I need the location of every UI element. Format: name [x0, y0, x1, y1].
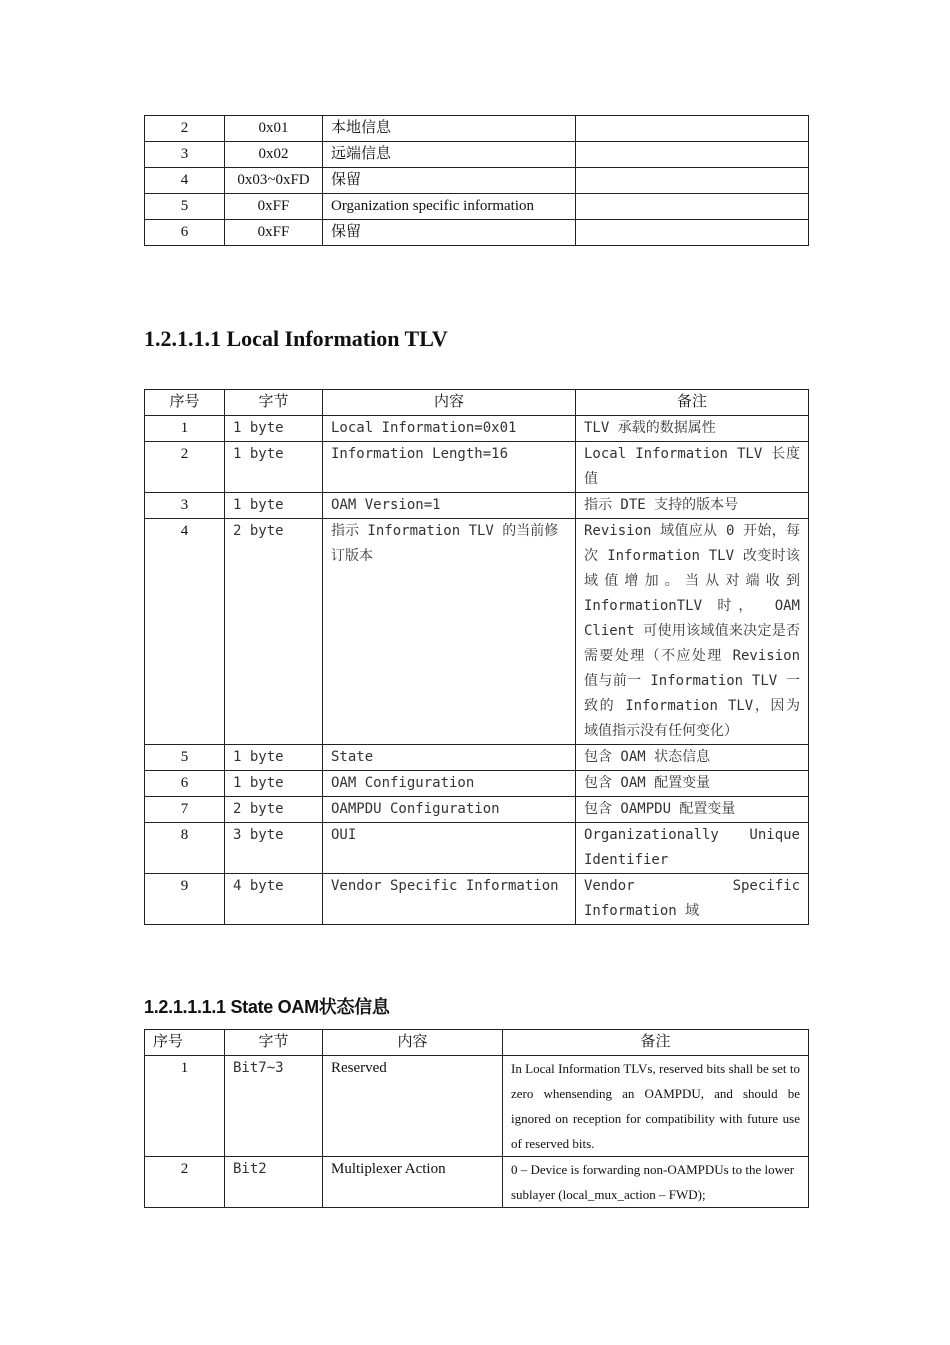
column-header: 字节 — [225, 390, 323, 416]
table-cell: 包含 OAMPDU 配置变量 — [576, 797, 809, 823]
table-row — [145, 1056, 809, 1157]
table-cell: 0 – Device is forwarding non-OAMPDUs to the lower sublayer (local_mux_action – FWD); — [503, 1157, 809, 1208]
table-cell: 0x01 — [225, 116, 323, 142]
table-row — [145, 1157, 809, 1208]
table-row — [145, 442, 809, 493]
local-info-tlv-table — [144, 389, 809, 925]
table-row — [145, 519, 809, 745]
table-cell — [576, 142, 809, 168]
column-header: 序号 — [145, 390, 225, 416]
table-row — [145, 142, 809, 168]
table-row — [145, 874, 809, 925]
table-row — [145, 194, 809, 220]
table-cell: OAM Version=1 — [323, 493, 576, 519]
table-row — [145, 797, 809, 823]
table-cell: 6 — [145, 220, 225, 246]
table-cell: 7 — [145, 797, 225, 823]
column-header: 备注 — [576, 390, 809, 416]
state-oam-table — [144, 1029, 809, 1208]
table-cell: 2 byte — [225, 519, 323, 745]
table-cell: Multiplexer Action — [323, 1157, 503, 1208]
column-header: 备注 — [503, 1030, 809, 1056]
table-row — [145, 493, 809, 519]
table-cell: 本地信息 — [323, 116, 576, 142]
table-cell: 保留 — [323, 168, 576, 194]
type-table — [144, 115, 809, 246]
table-cell: In Local Information TLVs, reserved bits shall be set to zero whensending an OAMPDU, and should be ignored on reception for compatibility with future use of reserved bits. — [503, 1056, 809, 1157]
table-cell: 1 byte — [225, 771, 323, 797]
table-cell: 包含 OAM 配置变量 — [576, 771, 809, 797]
table-cell: 0xFF — [225, 194, 323, 220]
table-cell: 6 — [145, 771, 225, 797]
subsection-heading: 1.2.1.1.1.1 State OAM状态信息 — [144, 997, 390, 1017]
table-cell: 5 — [145, 745, 225, 771]
table-cell: 指示 DTE 支持的版本号 — [576, 493, 809, 519]
table-cell: 1 byte — [225, 493, 323, 519]
table-cell: 2 byte — [225, 797, 323, 823]
table-cell: 4 byte — [225, 874, 323, 925]
table-cell: 1 — [145, 1056, 225, 1157]
table-row — [145, 823, 809, 874]
table-cell: 9 — [145, 874, 225, 925]
table-cell: Local Information TLV 长度值 — [576, 442, 809, 493]
table-cell — [576, 220, 809, 246]
table-cell: 3 byte — [225, 823, 323, 874]
table-cell: 5 — [145, 194, 225, 220]
table-cell: 3 — [145, 493, 225, 519]
table-cell: 1 byte — [225, 416, 323, 442]
table-header-row — [145, 390, 809, 416]
column-header: 序号 — [145, 1030, 225, 1056]
table-cell: 2 — [145, 442, 225, 493]
section-heading: 1.2.1.1.1 Local Information TLV — [144, 326, 448, 351]
table-cell: 远端信息 — [323, 142, 576, 168]
column-header: 字节 — [225, 1030, 323, 1056]
table-cell: 指示 Information TLV 的当前修订版本 — [323, 519, 576, 745]
table-cell: Information Length=16 — [323, 442, 576, 493]
table-cell: TLV 承载的数据属性 — [576, 416, 809, 442]
table-cell: OAM Configuration — [323, 771, 576, 797]
table-cell: Vendor Specific Information — [323, 874, 576, 925]
column-header: 内容 — [323, 1030, 503, 1056]
table-cell: Local Information=0x01 — [323, 416, 576, 442]
table-cell: Bit2 — [225, 1157, 323, 1208]
table-cell: OAMPDU Configuration — [323, 797, 576, 823]
table-cell: 1 byte — [225, 442, 323, 493]
table-cell — [576, 194, 809, 220]
table-cell: Revision 域值应从 0 开始，每次 Information TLV 改变时该域值增加。当从对端收到 InformationTLV 时， OAM Client 可使用该域值来决定是否需要处理（不应处理 Revision 值与前一 Information TLV 一致的 Information TLV，因为域值指示没有任何变化） — [576, 519, 809, 745]
table-row — [145, 771, 809, 797]
table-cell — [576, 116, 809, 142]
table-cell: 1 — [145, 416, 225, 442]
table-cell: 保留 — [323, 220, 576, 246]
table-cell: 0xFF — [225, 220, 323, 246]
table-header-row — [145, 1030, 809, 1056]
table-cell: 2 — [145, 1157, 225, 1208]
column-header: 内容 — [323, 390, 576, 416]
table-cell: Vendor Specific Information 域 — [576, 874, 809, 925]
table-cell: Organization specific information — [323, 194, 576, 220]
table-cell: 1 byte — [225, 745, 323, 771]
table-cell: 8 — [145, 823, 225, 874]
table-cell: 0x03~0xFD — [225, 168, 323, 194]
table-cell: State — [323, 745, 576, 771]
table-row — [145, 116, 809, 142]
table-cell — [576, 168, 809, 194]
table-cell: Organizationally Unique Identifier — [576, 823, 809, 874]
table-cell: Bit7~3 — [225, 1056, 323, 1157]
table-cell: 包含 OAM 状态信息 — [576, 745, 809, 771]
table-cell: 0x02 — [225, 142, 323, 168]
table-cell: 2 — [145, 116, 225, 142]
table-row — [145, 168, 809, 194]
table-cell: 4 — [145, 168, 225, 194]
table-cell: OUI — [323, 823, 576, 874]
table-cell: Reserved — [323, 1056, 503, 1157]
table-cell: 3 — [145, 142, 225, 168]
table-cell: 4 — [145, 519, 225, 745]
table-row — [145, 416, 809, 442]
table-row — [145, 220, 809, 246]
table-row — [145, 745, 809, 771]
